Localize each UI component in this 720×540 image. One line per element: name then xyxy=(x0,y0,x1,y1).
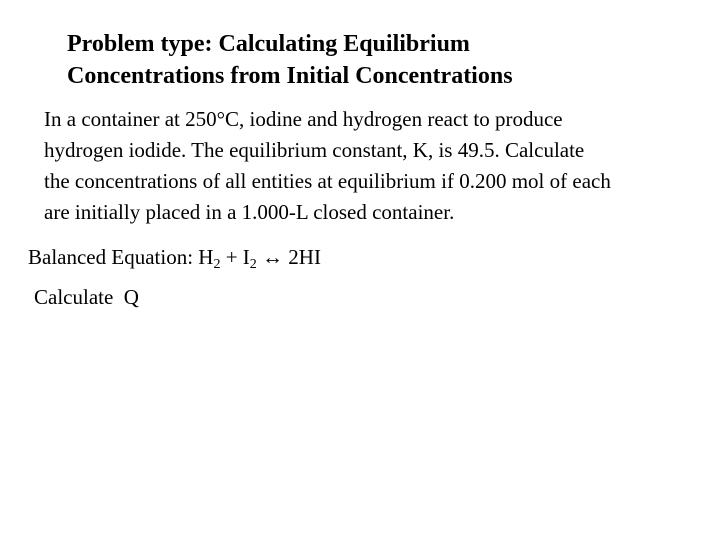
balanced-equation xyxy=(28,243,321,271)
reactant-h: H xyxy=(198,245,214,269)
calculate-q-text: Calculate Q xyxy=(34,285,139,309)
equation-label: Balanced Equation: xyxy=(28,245,194,269)
reactant-i: I xyxy=(242,245,250,269)
reactant-h-subscript: 2 xyxy=(213,257,221,272)
problem-line-4: are initially placed in a 1.000-L closed container. xyxy=(44,200,455,224)
title-line-2: Concentrations from Initial Concentrations xyxy=(67,63,513,89)
product-hi: 2HI xyxy=(288,245,321,269)
problem-statement xyxy=(44,104,714,228)
title-line-1: Problem type: Calculating Equilibrium xyxy=(67,31,470,57)
slide-title xyxy=(67,28,687,92)
equilibrium-arrow-icon: ↔ xyxy=(262,245,284,269)
problem-line-2: hydrogen iodide. The equilibrium constant, K, is 49.5. Calculate xyxy=(44,138,585,162)
problem-line-3: the concentrations of all entities at equilibrium if 0.200 mol of each xyxy=(44,169,611,193)
plus-sign: + xyxy=(225,245,238,269)
reactant-i-subscript: 2 xyxy=(249,257,257,272)
problem-line-1: In a container at 250°C, iodine and hydrogen react to produce xyxy=(44,107,563,131)
